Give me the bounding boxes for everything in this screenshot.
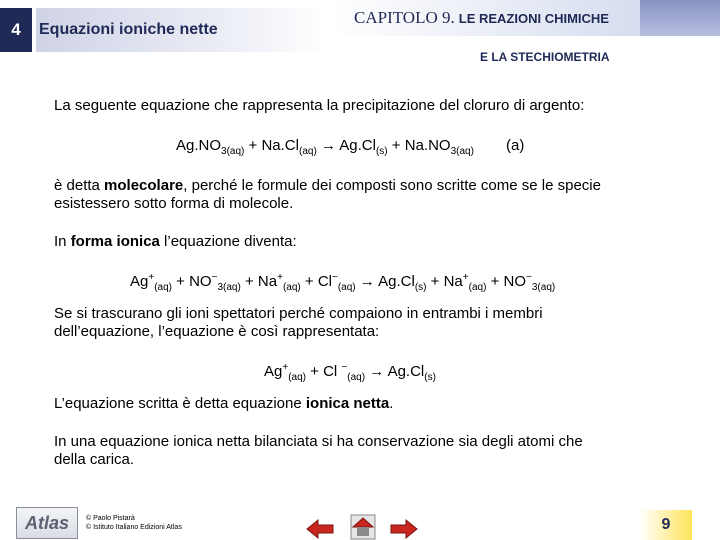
section-number: 4 [0, 8, 32, 52]
credit-publisher: © Istituto Italiano Edizioni Atlas [86, 524, 182, 531]
paragraph-spectator-line2: dell’equazione, l’equazione è così rappresentata: [54, 323, 380, 340]
paragraph-ionic [54, 232, 297, 252]
page-number: 9 [640, 510, 692, 540]
p3-text-rest: l’equazione diventa: [159, 233, 297, 250]
paragraph-molecular-line2: esistessero sotto forma di molecole. [54, 195, 294, 212]
chapter-title-line2: E LA STECHIOMETRIA [480, 50, 610, 64]
equation-label: (a) [506, 137, 525, 154]
p5-text: L’equazione scritta è detta equazione [54, 395, 306, 412]
p2-bold: molecolare [104, 177, 184, 194]
credits [86, 514, 182, 532]
paragraph-net [54, 394, 393, 414]
header-accent-bar [640, 0, 720, 36]
chapter-prefix: CAPITOLO 9. [354, 8, 455, 27]
intro-paragraph: La seguente equazione che rappresenta la precipitazione del cloruro di argento: [54, 97, 585, 114]
paragraph-spectator-line1: Se si trascurano gli ioni spettatori perché compaiono in entrambi i membri [54, 305, 543, 322]
p2-text: è detta [54, 177, 105, 194]
ionic-equation: $Ag^+_{(aq)} + NO^-_{3(aq)} + Na^+_{(aq)} + Cl^-_{(aq)} \to Ag.Cl_{(s)} + Na^+_{(aq)} + NO^-_{3(aq)}$ [130, 272, 556, 293]
p2-text-rest: , perché le formule dei composti sono scritte come se le specie [183, 177, 601, 194]
paragraph-conservation-line1: In una equazione ionica netta bilanciata si ha conservazione sia degli atomi che [54, 433, 583, 450]
p3-text: In [54, 233, 71, 250]
paragraph-molecular [54, 176, 601, 196]
p3-bold: forma ionica [70, 233, 160, 250]
prev-arrow-icon[interactable] [306, 518, 334, 540]
net-ionic-equation: $Ag^+_{(aq)} + Cl$ $^-_{(aq)} \to Ag.Cl_{(s)}$ [264, 362, 436, 383]
molecular-equation: $Ag.NO_{3(aq)} + Na.Cl_{(aq)} \to Ag.Cl_{(s)} + Na.NO_{3(aq)}$ [176, 137, 474, 157]
chapter-title [354, 8, 609, 28]
home-icon[interactable] [350, 514, 376, 540]
p5-bold: ionica netta [305, 395, 390, 412]
p5-text-rest: . [389, 395, 394, 412]
section-title: Equazioni ioniche nette [36, 8, 326, 52]
credit-author: © Paolo Pistarà [86, 515, 135, 522]
chapter-title-line1: LE REAZIONI CHIMICHE [458, 11, 609, 26]
atlas-logo: Atlas [16, 507, 78, 539]
paragraph-conservation-line2: della carica. [54, 451, 135, 468]
next-arrow-icon[interactable] [390, 518, 418, 540]
